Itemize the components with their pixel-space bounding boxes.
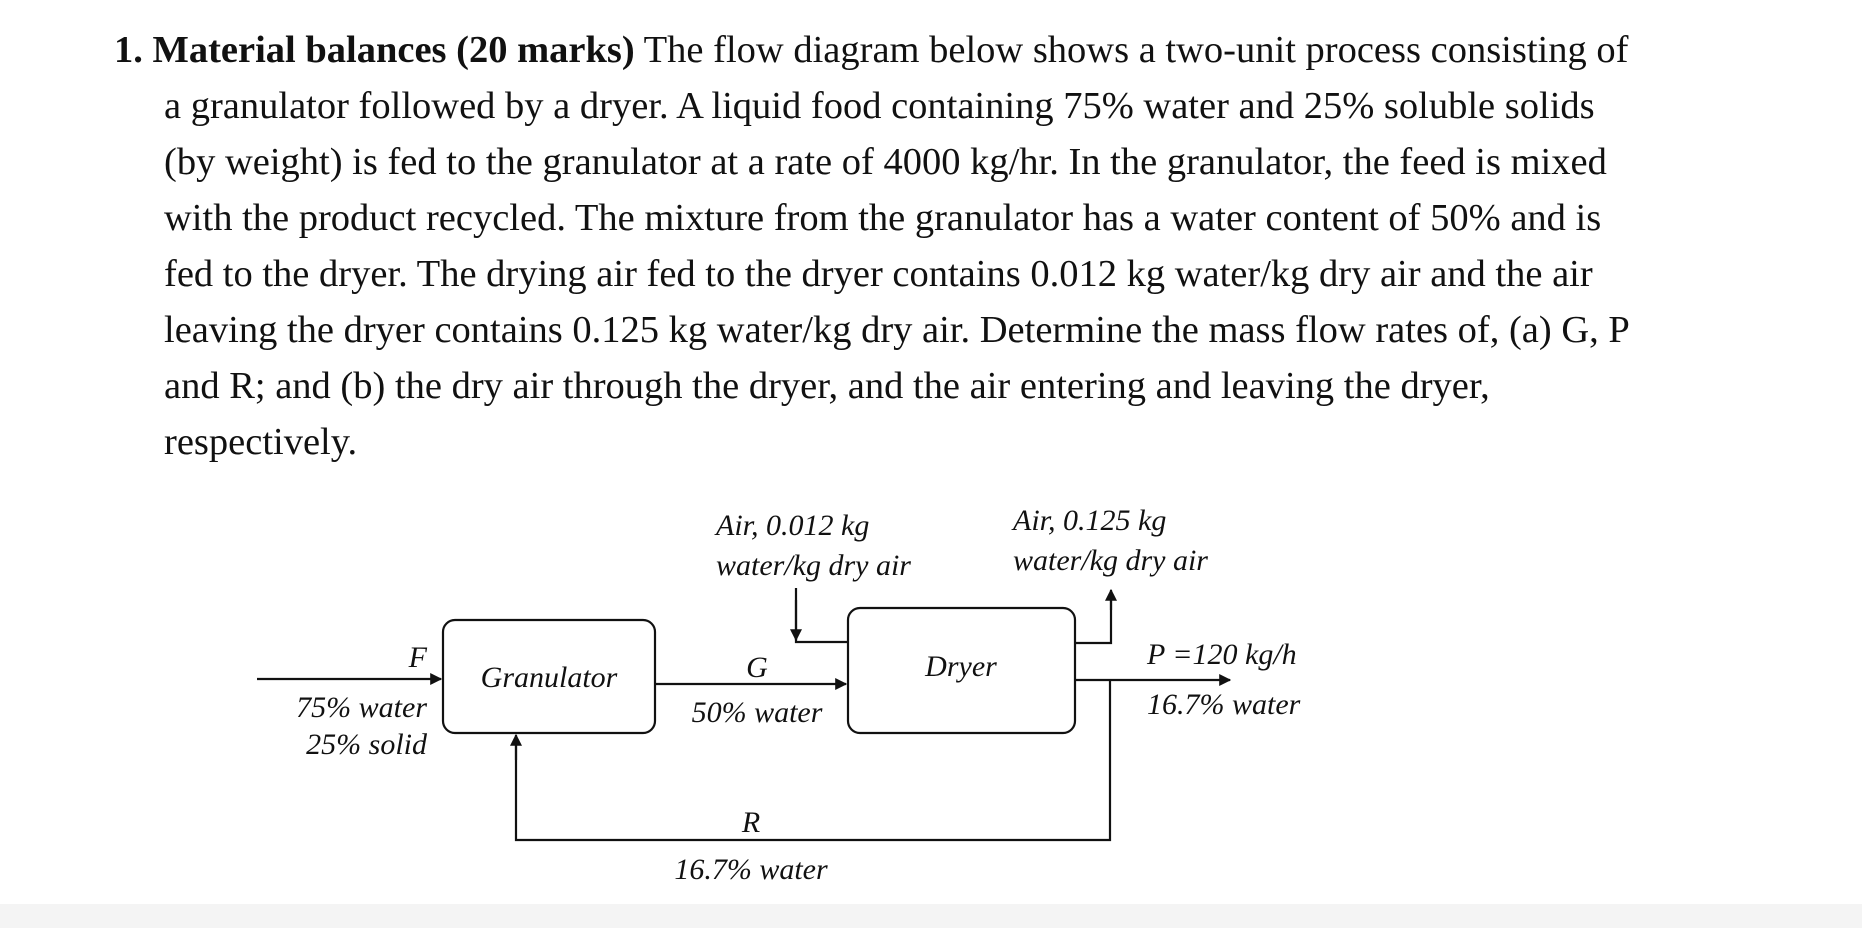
recycle-water: 16.7% water	[674, 853, 828, 886]
question-text-line: respectively.	[164, 421, 358, 463]
question-text-line: The flow diagram below shows a two-unit process consisting of	[634, 29, 1629, 71]
air-in-line1: Air, 0.012 kg	[716, 509, 870, 542]
air-out-line	[1075, 600, 1111, 643]
air-in-line2: water/kg dry air	[716, 549, 911, 582]
question-heading: Material balances (20 marks)	[152, 29, 635, 71]
question-text-line: a granulator followed by a dryer. A liquid food containing 75% water and 25% soluble solids	[164, 85, 1595, 127]
g-label: G	[746, 651, 768, 684]
question-text-line: fed to the dryer. The drying air fed to the dryer contains 0.012 kg water/kg dry air and the air	[164, 253, 1593, 295]
feed-water: 75% water	[296, 691, 427, 724]
air-out-line2: water/kg dry air	[1013, 544, 1208, 577]
recycle-label: R	[741, 806, 761, 839]
page-bottom-band	[0, 904, 1862, 928]
product-water: 16.7% water	[1147, 688, 1301, 721]
air-out-line1: Air, 0.125 kg	[1013, 504, 1167, 537]
product-label: P =120 kg/h	[1147, 638, 1297, 671]
feed-label: F	[408, 641, 427, 674]
question-text-line: leaving the dryer contains 0.125 kg water/kg dry air. Determine the mass flow rates of, (a) G, P	[164, 309, 1630, 351]
question-text-line: (by weight) is fed to the granulator at a rate of 4000 kg/hr. In the granulator, the feed is mixed	[164, 141, 1607, 183]
dryer-label: Dryer	[925, 650, 997, 683]
feed-solid: 25% solid	[306, 728, 427, 761]
question-number: 1.	[114, 29, 143, 71]
question-text-line: with the product recycled. The mixture from the granulator has a water content of 50% and is	[164, 197, 1602, 239]
granulator-label: Granulator	[480, 661, 618, 694]
air-in-line	[796, 588, 848, 642]
g-water: 50% water	[691, 696, 823, 729]
question-text-line: and R; and (b) the dry air through the dryer, and the air entering and leaving the dryer,	[164, 365, 1490, 407]
